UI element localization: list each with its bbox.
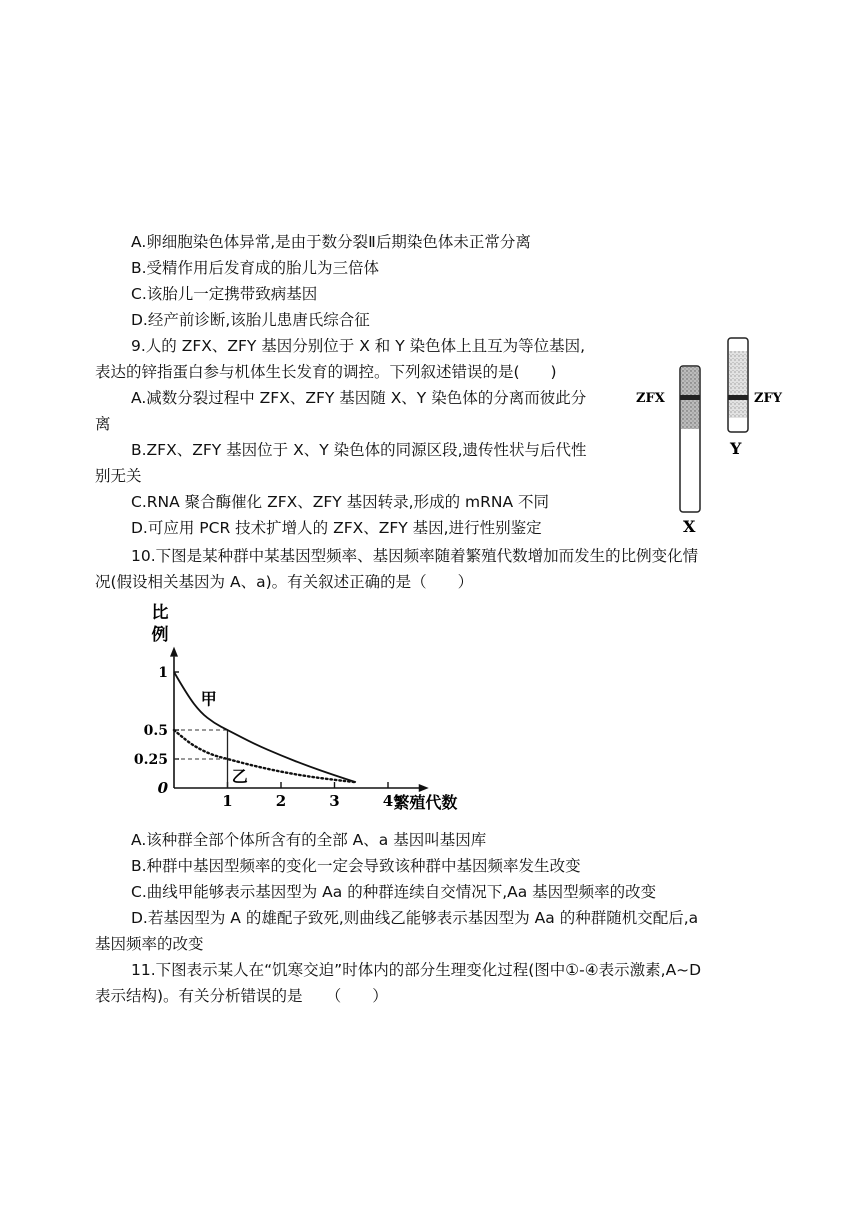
- series-label-jia: 甲: [200, 689, 217, 709]
- q8-option-d: D.经产前诊断,该胎儿患唐氏综合征: [131, 311, 370, 329]
- q8-option-a: A.卵细胞染色体异常,是由于数分裂Ⅱ后期染色体未正常分离: [131, 233, 531, 251]
- q8-option-c: C.该胎儿一定携带致病基因: [131, 285, 318, 303]
- chromosome-figure: [630, 334, 800, 540]
- zfx-label: ZFX: [636, 391, 665, 406]
- x-axis-label: 繁殖代数: [393, 793, 458, 812]
- q9-stem-line2: 表达的锌指蛋白参与机体生长发育的调控。下列叙述错误的是( ): [95, 363, 557, 381]
- q10-option-d-line2: 基因频率的改变: [95, 935, 204, 953]
- q11-stem-line2: 表示结构)。有关分析错误的是 （ ）: [95, 987, 388, 1005]
- zfy-label: ZFY: [754, 391, 782, 406]
- q9-option-b-line2: 别无关: [95, 467, 142, 485]
- q10-option-d-line1: D.若基因型为 A 的雄配子致死,则曲线乙能够表示基因型为 Aa 的种群随机交配后,a: [131, 909, 699, 927]
- y-axis-label: 例: [151, 625, 169, 645]
- q9-option-d: D.可应用 PCR 技术扩增人的 ZFX、ZFY 基因,进行性别鉴定: [131, 519, 542, 537]
- x-axis-arrow: [419, 784, 429, 792]
- q10-option-a: A.该种群全部个体所含有的全部 A、a 基因叫基因库: [131, 831, 487, 849]
- y-axis-arrow: [170, 647, 178, 657]
- series-label-yi: 乙: [231, 767, 248, 787]
- y-label: Y: [730, 439, 742, 458]
- q10-stem-line2: 况(假设相关基因为 A、a)。有关叙述正确的是（ ）: [95, 573, 474, 591]
- x-tick-label: 4: [382, 792, 394, 810]
- x-label: X: [683, 517, 696, 536]
- y-chromosome: [728, 338, 748, 432]
- q9-option-a-line1: A.减数分裂过程中 ZFX、ZFY 基因随 X、Y 染色体的分离而彼此分: [131, 389, 587, 407]
- q10-option-c: C.曲线甲能够表示基因型为 Aa 的种群连续自交情况下,Aa 基因型频率的改变: [131, 883, 657, 901]
- q9-stem-line1: 9.人的 ZFX、ZFY 基因分别位于 X 和 Y 染色体上且互为等位基因,: [131, 337, 586, 355]
- q9-option-a-line2: 离: [95, 415, 111, 433]
- q10-stem-line1: 10.下图是某种群中某基因型频率、基因频率随着繁殖代数增加而发生的比例变化情: [131, 547, 699, 565]
- q8-option-b: B.受精作用后发育成的胎儿为三倍体: [131, 259, 380, 277]
- y-tick-label: 1: [158, 665, 168, 681]
- q11-stem-line1: 11.下图表示某人在“饥寒交迫”时体内的部分生理变化过程(图中①-④表示激素,A~D: [131, 961, 702, 979]
- chart-labels: [134, 602, 457, 812]
- frequency-chart: [120, 598, 500, 820]
- q9-option-c: C.RNA 聚合酶催化 ZFX、ZFY 基因转录,形成的 mRNA 不同: [131, 493, 550, 511]
- y-tick-label: 0.25: [133, 752, 168, 768]
- x-chromosome: [680, 366, 700, 512]
- x-tick-label: 2: [275, 792, 287, 810]
- y-axis-label: 比: [151, 603, 169, 623]
- y-tick-label: 0: [157, 779, 168, 797]
- q9-option-b-line1: B.ZFX、ZFY 基因位于 X、Y 染色体的同源区段,遗传性状与后代性: [131, 441, 587, 459]
- q10-option-b: B.种群中基因型频率的变化一定会导致该种群中基因频率发生改变: [131, 857, 581, 875]
- series-line-yi: [174, 730, 356, 782]
- x-tick-label: 3: [329, 792, 340, 810]
- x-tick-label: 1: [222, 792, 233, 810]
- y-tick-label: 0.5: [143, 723, 168, 739]
- chart-guides: [174, 730, 228, 788]
